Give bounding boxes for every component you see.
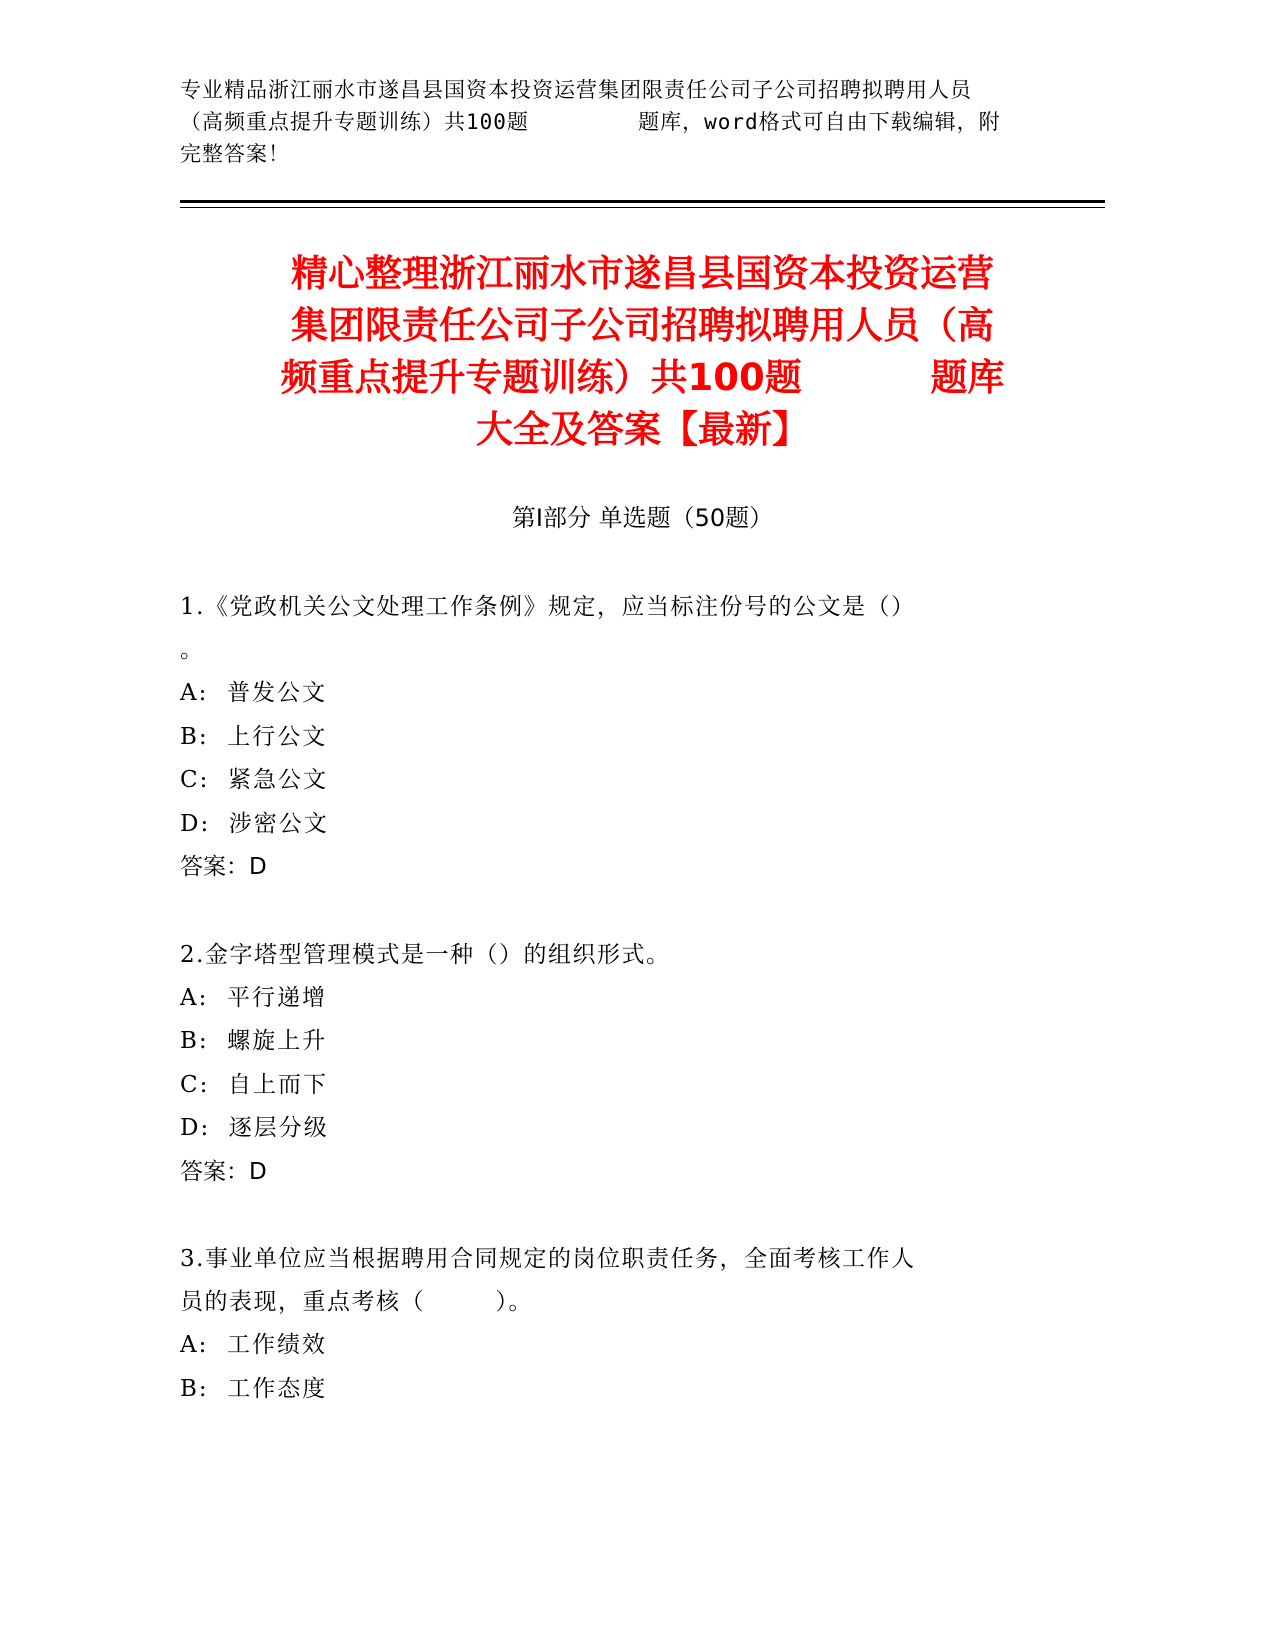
title-line: 频重点提升专题训练）共100题 题库 [280,356,1005,399]
option-a: A: 普发公文 [180,680,327,706]
question-stem-line: 员的表现，重点考核（ ）。 [180,1289,533,1315]
question-stem-line: 1.《党政机关公文处理工作条例》规定，应当标注份号的公文是（） [180,594,916,620]
question-stem-line: 3.事业单位应当根据聘用合同规定的岗位职责任务，全面考核工作人 [180,1246,916,1272]
title-line: 大全及答案【最新】 [476,408,809,451]
header-divider-thick [180,200,1105,203]
question-stem-line: 2.金字塔型管理模式是一种（）的组织形式。 [180,941,671,968]
header-note-line: 完整答案！ [180,142,290,166]
option-a: A: 平行递增 [180,984,327,1011]
header-note-line: （高频重点提升专题训练）共100题 题库，word格式可自由下载编辑，附 [180,110,1001,134]
title-line: 集团限责任公司子公司招聘拟聘用人员（高 [291,304,994,347]
answer-label: 答案：D [180,854,267,880]
question-stem [180,934,1060,977]
question-item [180,934,1060,1195]
option-c: C: 紧急公文 [180,767,328,793]
option-b: B: 螺旋上升 [180,1028,328,1054]
title-line: 精心整理浙江丽水市遂昌县国资本投资运营 [291,252,994,295]
question-list [180,586,1060,1455]
header-note [180,74,1060,170]
question-stem-line: 。 [180,637,205,663]
option-c: C: 自上而下 [180,1071,328,1098]
answer-label: 答案：D [180,1158,267,1185]
header-note-line: 专业精品浙江丽水市遂昌县国资本投资运营集团限责任公司子公司招聘拟聘用人员 [180,78,972,102]
header-divider-thin [180,207,1105,208]
option-d: D: 逐层分级 [180,1115,329,1141]
question-stem [180,586,1060,672]
option-d: D: 涉密公文 [180,810,329,837]
option-b: B: 上行公文 [180,723,328,750]
question-item [180,1238,1060,1411]
question-stem [180,1238,1060,1324]
document-title [180,248,1105,456]
option-a: A: 工作绩效 [180,1332,327,1358]
question-item [180,586,1060,890]
option-b: B: 工作态度 [180,1375,328,1402]
section-title: 第Ⅰ部分 单选题（50题） [511,504,774,532]
